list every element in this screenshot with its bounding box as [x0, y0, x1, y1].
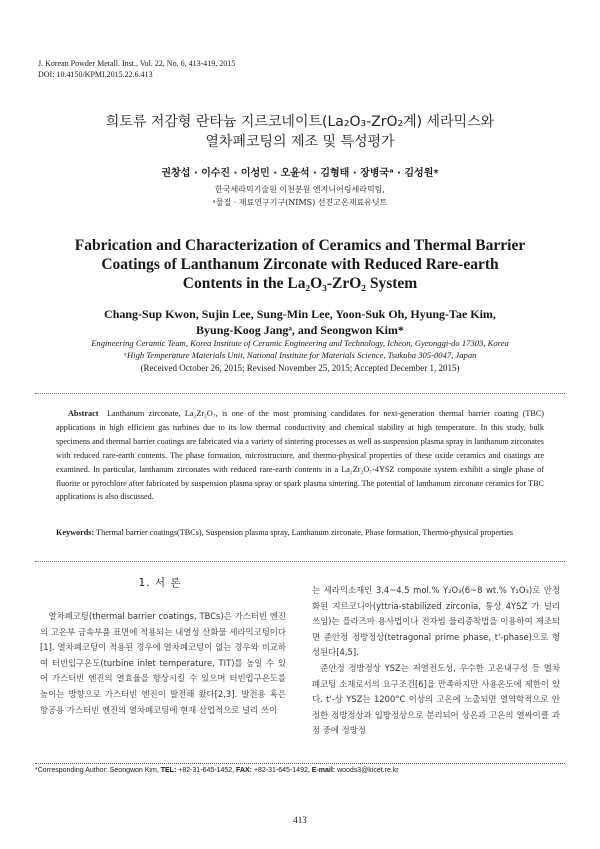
- korean-affiliation-line1: 한국세라믹기술원 이천분원 엔지니어링세라믹팀,: [215, 185, 385, 194]
- korean-title-line1: 희토류 저감형 란타늄 지르코네이트(La₂O₃-ZrO₂계) 세라믹스와: [105, 114, 495, 130]
- section-heading-introduction: 1. 서 론: [138, 577, 182, 589]
- english-authors-line1: Chang-Sup Kwon, Sujin Lee, Sung-Min Lee, Yoon-Suk Oh, Hyung-Tae Kim,: [104, 307, 496, 321]
- korean-title: [40, 112, 560, 152]
- footnote-label: *Corresponding Author:: [35, 767, 108, 774]
- right-column-paragraph-2: 준안정 정방정상 YSZ는 저열전도성, 우수한 고온내구성 등 열차폐코팅 소재로서의 요구조건[6]을 만족하지만 사용온도에 제한이 있다. t'-상 YSZ는 1200°C 이상의 고온에 노출되면 열역학적으로 안정한 정방정상과 입방정상으로 분리되어 상온과 고온의 열싸이클 과정 중에 정방정: [312, 662, 560, 736]
- english-title-line1: Fabrication and Characterization of Ceramics and Thermal Barrier: [74, 237, 526, 254]
- english-authors: [40, 306, 560, 338]
- right-column-paragraph-1: 는 세라믹소재인 3.4~4.5 mol.% Y₂O₃(6~8 wt.% Y₂O₃)로 안정화된 지르코니아(yttria-stabilized zirconia, 통상 4YSZ 가 널리 쓰임)는 플라즈마 용사법이나 전자빔 물리증착법을 이용하여 제조되면 준안정 정방정상(tetragonal prime phase, t'-phase)으로 형성된다[4,5].: [312, 585, 560, 658]
- divider-top: [35, 393, 565, 394]
- keywords: [56, 526, 544, 540]
- journal-doi: DOI: 10.4150/KPMI.2015.22.6.413: [38, 70, 153, 79]
- english-title-line2: Coatings of Lanthanum Zirconate with Reduced Rare-earth: [101, 256, 499, 273]
- page-number: 413: [293, 815, 307, 825]
- abstract: [56, 407, 544, 504]
- footnote-fax: +82-31-645-1492,: [253, 767, 310, 774]
- english-title: [40, 236, 560, 293]
- journal-header: [38, 58, 235, 80]
- english-affiliations: [30, 337, 570, 361]
- footnote-tel: +82-31-645-1452,: [178, 767, 235, 774]
- footnote-fax-label: FAX:: [236, 767, 252, 774]
- received-dates: (Received October 26, 2015; Revised November 25, 2015; Accepted December 1, 2015): [140, 363, 460, 373]
- korean-authors: 권창섭 · 이수진 · 이성민 · 오윤석 · 김형태 · 장병국ᵃ · 김성원*: [161, 168, 439, 179]
- footnote-email-label: E-mail:: [311, 767, 336, 774]
- journal-citation: J. Korean Powder Metall. Inst., Vol. 22, No. 6, 413-419, 2015: [38, 59, 236, 68]
- korean-title-line2: 열차폐코팅의 제조 및 특성평가: [205, 134, 395, 150]
- left-column-paragraph: 열차폐코팅(thermal barrier coatings, TBCs)은 가스터빈 엔진의 고온부 금속부품 표면에 적용되는 내열성 산화물 세라믹코팅이다[1]. 열차폐코팅이 적용된 경우에 열차폐코팅이 없는 경우와 비교하여 터빈입구온도(turbine inlet temperature, TIT)를 높일 수 있어 가스터빈 엔진의 열효율을 향상시킬 수 있으며 터빈입구온도를 높이는 방향으로 가스터빈 엔진이 발전해 왔다[2,3]. 발전용 혹은 항공용 가스터빈 엔진의 열차폐코팅에 현재 산업적으로 널리 쓰이: [40, 611, 286, 715]
- keywords-label: Keywords:: [56, 528, 95, 537]
- right-column: [312, 583, 560, 739]
- abstract-label: Abstract: [68, 409, 99, 418]
- corresponding-author-footnote: [35, 767, 399, 774]
- english-authors-line2: Byung-Koog Jangᵃ, and Seongwon Kim*: [196, 323, 404, 337]
- abstract-text: Lanthanum zirconate, La₂Zr₂O₇, is one of the most promising candidates for next-generation thermal barrier coating (TBC) applications in high efficient gas turbines due to its low thermal conductivity and chemical stability at high temperature. In this study, bulk specimens and thermal barrier coatings are fabricated via a variety of sintering processes as well as suspension plasma spray in lanthanum zirconates with reduced rare-earth contents. The phase formation, microstructure, and thermo-physical properties of these oxide ceramics and coatings are examined. In particular, lanthanum zirconates with reduced rare-earth contents in a La₂Zr₂O₇-4YSZ composite system exhibit a single phase of fluorite or pyrochlore after fabricated by suspension plasma spray or spark plasma sintering. The potential of lanthanum zirconate ceramics for TBC applications is also discussed.: [56, 409, 545, 502]
- english-affiliation-line2: ᵃHigh Temperature Materials Unit, National Institute for Materials Science, Tsukuba 305-0047, Japan: [123, 350, 477, 360]
- english-affiliation-line1: Engineering Ceramic Team, Korea Institute of Ceramic Engineering and Technology, Icheon, Gyeonggi-do 17303, Korea: [91, 338, 509, 348]
- divider-bottom: [35, 561, 565, 562]
- korean-affiliations: [40, 183, 560, 209]
- footnote-divider: [35, 763, 565, 764]
- keywords-text: Thermal barrier coatings(TBCs), Suspension plasma spray, Lanthanum zirconate, Phase formation, Thermo-physical properties: [96, 528, 514, 537]
- korean-affiliation-line2: ᵃ물질 · 재료연구기구(NIMS) 선진고온재료유닛트: [212, 198, 388, 207]
- english-title-line3: Contents in the La₂O₃-ZrO₂ System: [182, 275, 418, 292]
- left-column: [40, 609, 286, 718]
- footnote-name: Seongwon Kim,: [109, 767, 159, 774]
- footnote-email: woods3@kicet.re.kr: [337, 767, 399, 774]
- footnote-tel-label: TEL:: [160, 767, 177, 774]
